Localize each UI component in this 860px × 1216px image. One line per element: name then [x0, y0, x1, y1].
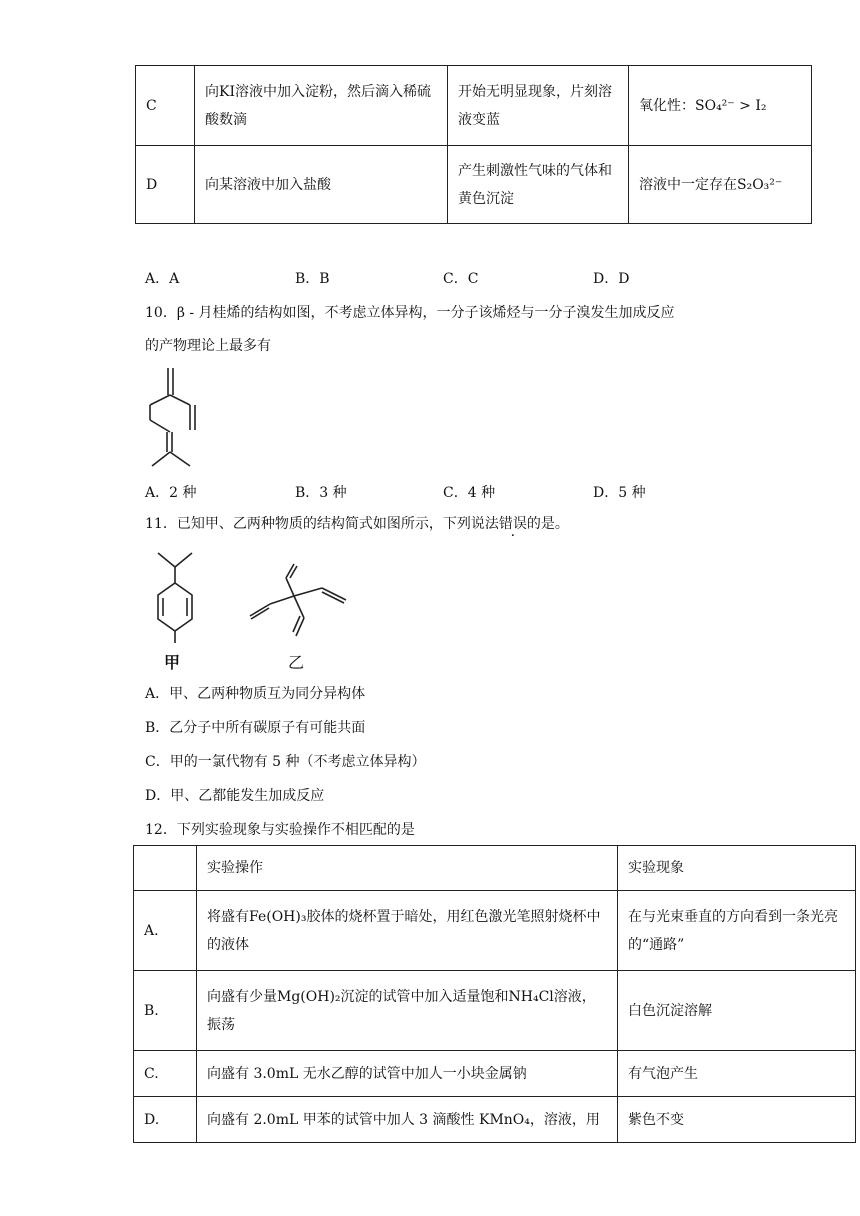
- operation-cell: 向盛有 2.0mL 甲苯的试管中加人 3 滴酸性 KMnO₄，溶液，用: [197, 1097, 618, 1143]
- header-cell: 实验现象: [618, 846, 856, 891]
- table-row: [134, 891, 856, 971]
- phenomenon-cell: 开始无明显现象，片刻溶液变蓝: [448, 66, 629, 146]
- row-label: D: [136, 146, 195, 224]
- option-c[interactable]: C．4 种: [443, 485, 496, 501]
- label-jia: 甲: [164, 653, 181, 672]
- option-b[interactable]: B．3 种: [295, 485, 347, 501]
- q11-option-b[interactable]: B．乙分子中所有碳原子有可能共面: [145, 720, 366, 736]
- conclusion-prefix: 溶液中一定存在: [639, 176, 737, 193]
- row-label: D.: [134, 1097, 197, 1143]
- table-row: [134, 1051, 856, 1097]
- table-row: [136, 66, 812, 146]
- q11-text: [145, 513, 569, 533]
- q11-text-after: 的是。: [526, 516, 569, 532]
- conclusion-formula: S₂O₃²⁻: [737, 176, 783, 193]
- phenomenon-cell: 白色沉淀溶解: [618, 971, 856, 1051]
- phenomenon-cell: 有气泡产生: [618, 1051, 856, 1097]
- operation-cell: 向盛有 3.0mL 无水乙醇的试管中加人一小块金属钠: [197, 1051, 618, 1097]
- conclusion-cell: [629, 146, 812, 224]
- experiment-table-1: [135, 65, 812, 224]
- q10-options: [145, 482, 745, 502]
- phenomenon-cell: 在与光束垂直的方向看到一条光亮的“通路”: [618, 891, 856, 971]
- header-cell: [134, 846, 197, 891]
- q10-text-line1: 10．β - 月桂烯的结构如图，不考虑立体异构，一分子该烯烃与一分子溴发生加成反应: [145, 305, 675, 321]
- phenomenon-cell: 产生刺激性气味的气体和黄色沉淀: [448, 146, 629, 224]
- header-cell: 实验操作: [197, 846, 618, 891]
- q11-emphasis: 错误: [498, 516, 527, 532]
- conclusion-prefix: 氧化性：: [639, 97, 695, 114]
- structure-jia: [150, 543, 210, 651]
- q10-text-line2: 的产物理论上最多有: [145, 338, 271, 354]
- table-row: [136, 146, 812, 224]
- conclusion-formula: SO₄²⁻ > I₂: [695, 97, 767, 114]
- q9-options: [145, 268, 745, 288]
- option-d[interactable]: D．5 种: [593, 485, 646, 501]
- option-d[interactable]: D．D: [593, 271, 630, 287]
- option-a[interactable]: A．A: [145, 271, 180, 287]
- row-label: B.: [134, 971, 197, 1051]
- operation-cell: 向某溶液中加入盐酸: [195, 146, 448, 224]
- operation-cell: 将盛有Fe(OH)₃胶体的烧杯置于暗处，用红色激光笔照射烧杯中的液体: [197, 891, 618, 971]
- q11-option-c[interactable]: C．甲的一氯代物有 5 种（不考虑立体异构）: [145, 754, 426, 770]
- option-c[interactable]: C．C: [443, 271, 479, 287]
- experiment-table-2: [133, 845, 856, 1143]
- q12-text: 12．下列实验现象与实验操作不相匹配的是: [145, 822, 415, 838]
- row-label: A.: [134, 891, 197, 971]
- row-label: C.: [134, 1051, 197, 1097]
- label-yi: 乙: [288, 653, 305, 672]
- structure-yi: [242, 560, 352, 645]
- q11-text-before: 11．已知甲、乙两种物质的结构简式如图所示，下列说法: [145, 516, 499, 532]
- table-row: [134, 971, 856, 1051]
- row-label: C: [136, 66, 195, 146]
- operation-cell: 向盛有少量Mg(OH)₂沉淀的试管中加入适量饱和NH₄Cl溶液，振荡: [197, 971, 618, 1051]
- table-header-row: [134, 846, 856, 891]
- q11-option-a[interactable]: A．甲、乙两种物质互为同分异构体: [145, 686, 366, 702]
- operation-cell: 向KI溶液中加入淀粉，然后滴入稀硫酸数滴: [195, 66, 448, 146]
- phenomenon-cell: 紫色不变: [618, 1097, 856, 1143]
- table-row: [134, 1097, 856, 1143]
- option-b[interactable]: B．B: [295, 271, 330, 287]
- myrcene-structure: [140, 360, 210, 475]
- option-a[interactable]: A．2 种: [145, 485, 197, 501]
- q11-option-d[interactable]: D．甲、乙都能发生加成反应: [145, 788, 325, 804]
- conclusion-cell: [629, 66, 812, 146]
